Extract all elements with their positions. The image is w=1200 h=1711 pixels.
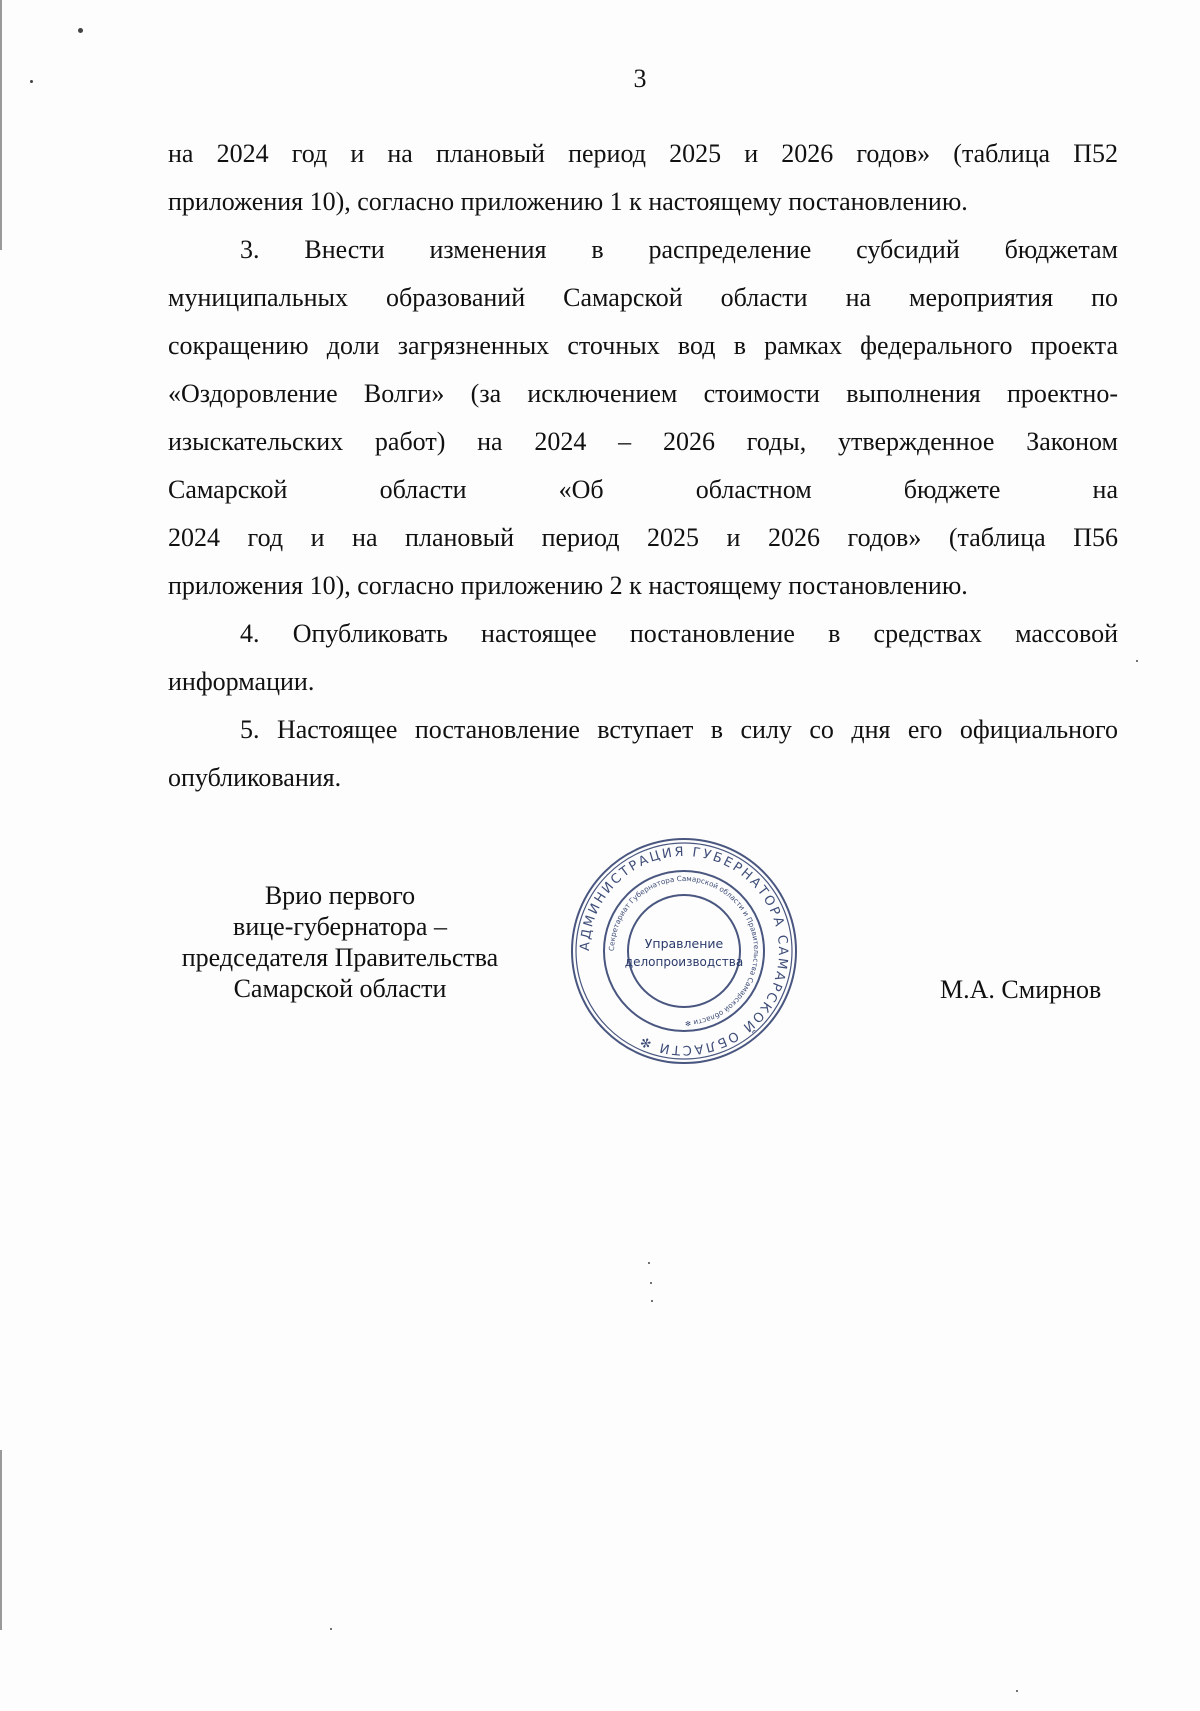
text-line: на 2024 год и на плановый период 2025 и 2026 годов» (таблица П52 xyxy=(168,139,1118,168)
scan-speck xyxy=(651,1300,653,1302)
text-line: Самарской области «Об областном бюджете на xyxy=(168,475,1118,504)
paragraph-item-5 xyxy=(168,706,1118,802)
text-line: приложения 10), согласно приложению 2 к настоящему постановлению. xyxy=(168,571,968,600)
signatory-position xyxy=(150,880,530,1004)
text-line: опубликования. xyxy=(168,763,342,792)
paragraph-continuation xyxy=(168,130,1118,226)
scan-edge-line xyxy=(0,1450,2,1630)
text-line: муниципальных образований Самарской области на мероприятия по xyxy=(168,283,1118,312)
page-number: 3 xyxy=(633,64,647,93)
seal-center-line1: Управление xyxy=(644,936,724,951)
scan-speck xyxy=(1016,1690,1018,1692)
scan-speck xyxy=(648,1262,650,1264)
text-line: сокращению доли загрязненных сточных вод в рамках федерального проекта xyxy=(168,331,1118,360)
text-line: информации. xyxy=(168,667,315,696)
text-line: приложения 10), согласно приложению 1 к настоящему постановлению. xyxy=(168,187,968,216)
paragraph-item-4 xyxy=(168,610,1118,706)
scan-speck xyxy=(1136,660,1138,662)
text-line: «Оздоровление Волги» (за исключением стоимости выполнения проектно- xyxy=(168,379,1118,408)
text-line: изыскательских работ) на 2024 – 2026 годы, утвержденное Законом xyxy=(168,427,1118,456)
seal-center-line2: делопроизводства xyxy=(624,955,744,969)
signatory-position-line: председателя Правительства xyxy=(181,943,499,972)
signatory-position-line: вице-губернатора – xyxy=(233,912,447,941)
scan-speck xyxy=(78,28,83,33)
official-seal xyxy=(568,835,800,1067)
text-line: 3. Внести изменения в распределение субсидий бюджетам xyxy=(240,235,1118,264)
scan-speck xyxy=(330,1628,332,1630)
scan-speck xyxy=(650,1282,652,1284)
text-line: 2024 год и на плановый период 2025 и 2026 годов» (таблица П56 xyxy=(168,523,1118,552)
scan-edge-line xyxy=(0,0,2,250)
paragraph-item-3 xyxy=(168,226,1118,610)
seal-inner-text: Секретариат Губернатора Самарской области и Правительства Самарской области ✻ xyxy=(606,873,762,1029)
signatory-position-line: Самарской области xyxy=(233,974,447,1003)
text-line: 4. Опубликовать настоящее постановление в средствах массовой xyxy=(240,619,1118,648)
signatory-position-line: Врио первого xyxy=(264,881,416,910)
text-line: 5. Настоящее постановление вступает в силу со дня его официального xyxy=(240,715,1118,744)
signatory-name: М.А. Смирнов xyxy=(940,975,1102,1004)
scan-speck xyxy=(30,80,33,83)
seal-outer-text: АДМИНИСТРАЦИЯ ГУБЕРНАТОРА САМАРСКОЙ ОБЛАСТИ ✻ xyxy=(577,844,791,1058)
